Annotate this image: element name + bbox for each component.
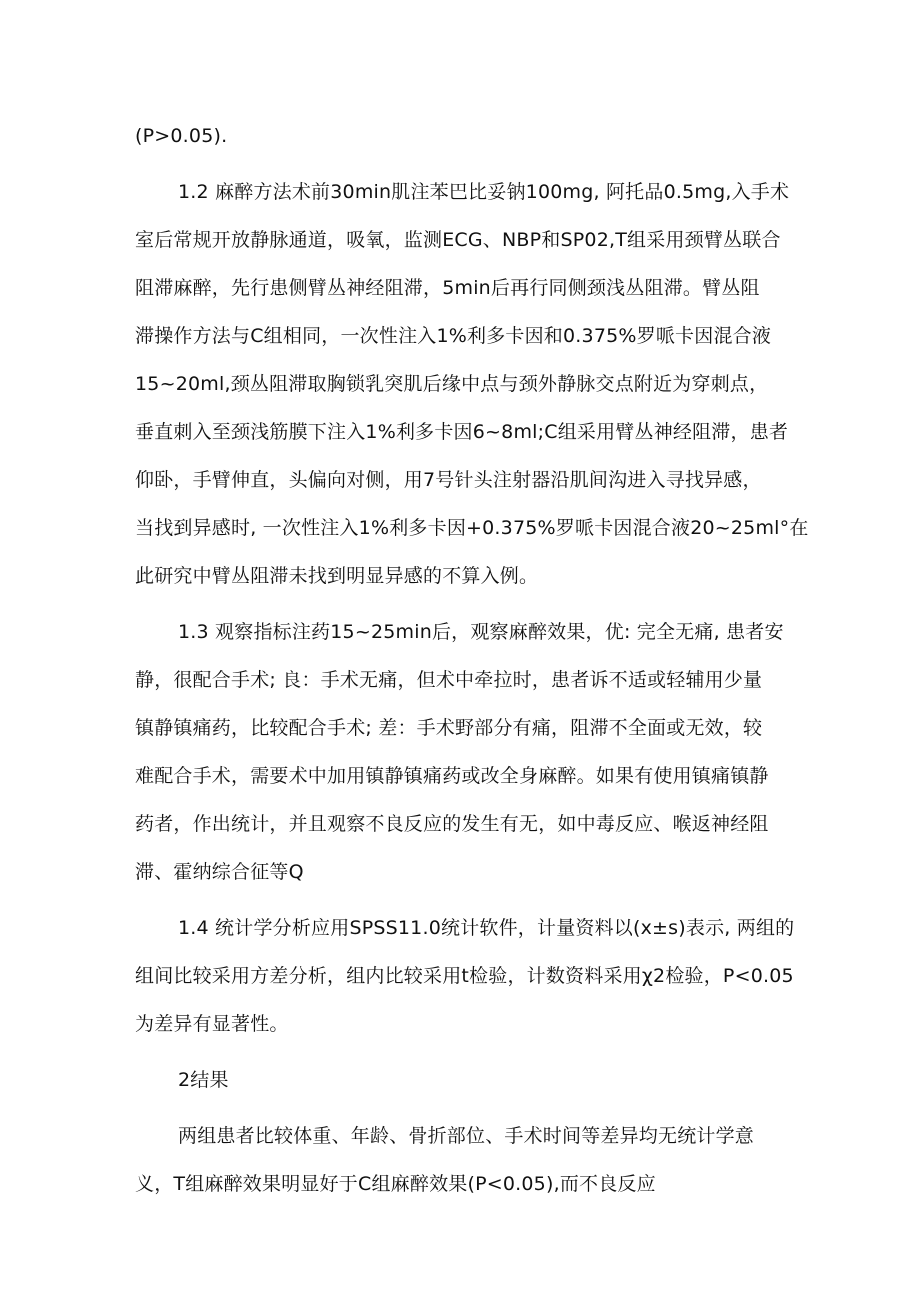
text-line: (P>0.05). (135, 125, 228, 147)
text-line: 室后常规开放静脉通道，吸氧，监测ECG、NBP和SP02,T组采用颈臂丛联合 (135, 229, 781, 251)
text-line: 为差异有显著性。 (135, 1013, 289, 1035)
text-line: 垂直刺入至颈浅筋膜下注入1%利多卡因6~8ml;C组采用臂丛神经阻滞，患者 (135, 421, 789, 443)
text-line: 1.2 麻醉方法术前30min肌注苯巴比妥钠100mg, 阿托品0.5mg,入手术 (178, 181, 790, 203)
text-line: 滞操作方法与C组相同，一次性注入1%利多卡因和0.375%罗哌卡因混合液 (135, 325, 772, 347)
text-line: 仰卧，手臂伸直，头偏向对侧，用7号针头注射器沿肌间沟进入寻找异感， (135, 469, 762, 491)
text-line: 此研究中臂丛阻滞未找到明显异感的不算入例。 (135, 565, 539, 587)
text-line: 1.3 观察指标注药15~25min后，观察麻醉效果，优: 完全无痛, 患者安 (178, 621, 784, 643)
section-heading: 2结果 (178, 1069, 229, 1091)
text-line: 15~20ml,颈丛阻滞取胸锁乳突肌后缘中点与颈外静脉交点附近为穿刺点， (135, 373, 769, 395)
text-line: 静，很配合手术; 良：手术无痛，但术中牵拉时，患者诉不适或轻辅用少量 (135, 669, 763, 691)
text-line: 组间比较采用方差分析，组内比较采用t检验，计数资料采用χ2检验，P<0.05 (135, 965, 794, 987)
text-line: 滞、霍纳综合征等Q (135, 861, 304, 883)
text-line: 阻滞麻醉，先行患侧臂丛神经阻滞，5min后再行同侧颈浅丛阻滞。臂丛阻 (135, 277, 760, 299)
text-line: 镇静镇痛药，比较配合手术; 差：手术野部分有痛，阻滞不全面或无效，较 (135, 717, 763, 739)
text-line: 1.4 统计学分析应用SPSS11.0统计软件，计量资料以(x±s)表示, 两组的 (178, 917, 795, 939)
text-line: 两组患者比较体重、年龄、骨折部位、手术时间等差异均无统计学意 (178, 1125, 755, 1147)
text-line: 当找到异感时, 一次性注入1%利多卡因+0.375%罗哌卡因混合液20~25ml°在 (135, 517, 809, 539)
text-line: 药者，作出统计，并且观察不良反应的发生有无，如中毒反应、喉返神经阻 (135, 813, 769, 835)
text-line: 义，T组麻醉效果明显好于C组麻醉效果(P<0.05),而不良反应 (135, 1173, 656, 1195)
text-line: 难配合手术，需要术中加用镇静镇痛药或改全身麻醉。如果有使用镇痛镇静 (135, 765, 769, 787)
